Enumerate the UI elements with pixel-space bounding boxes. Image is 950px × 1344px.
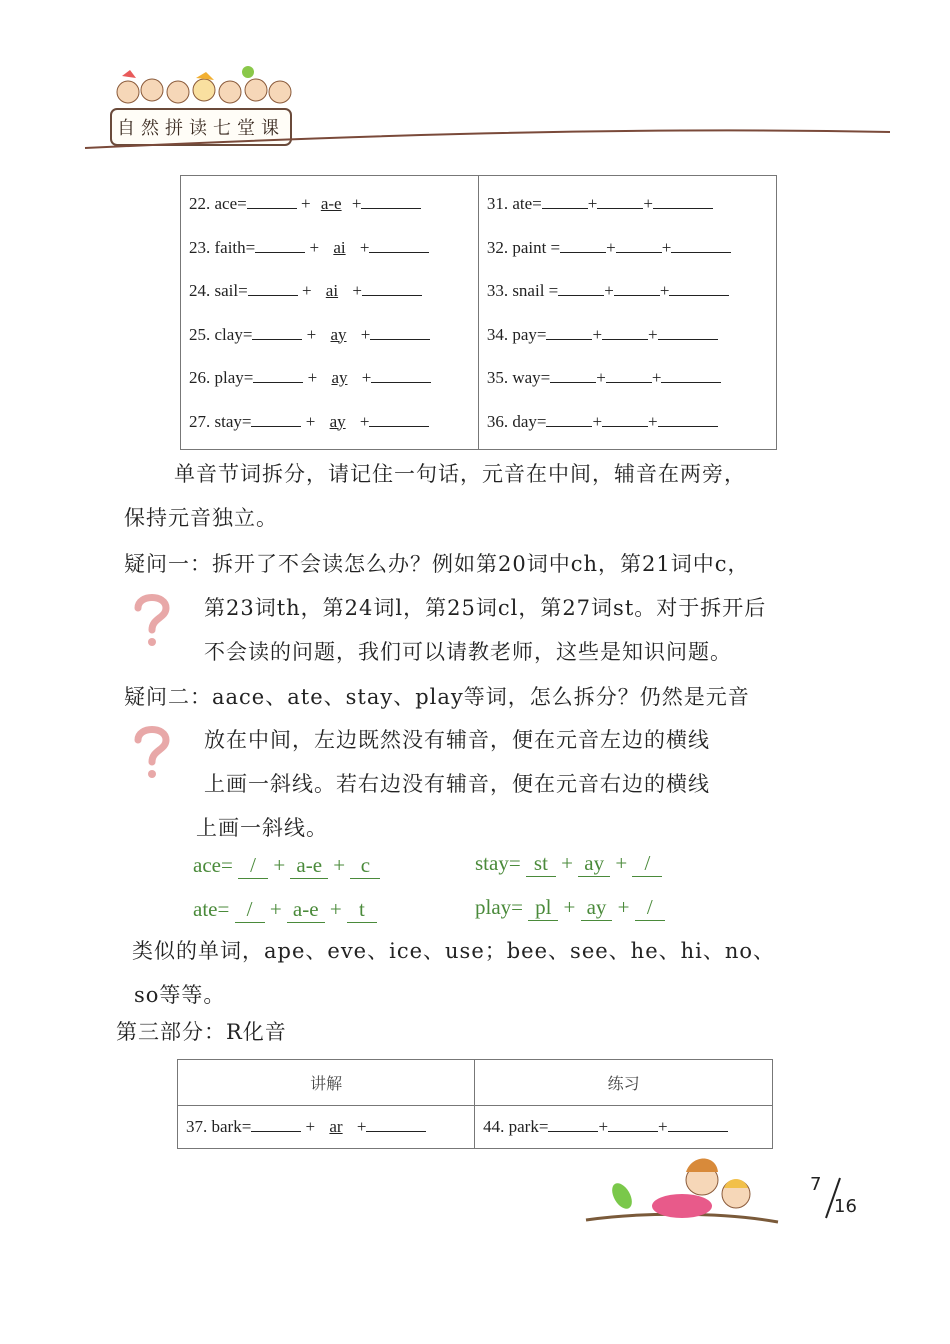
left-column: [181, 176, 479, 450]
footer-kids-illustration: [582, 1150, 782, 1230]
question-1-line-2: 第23词th，第24词l，第25词cl，第27词st。对于拆开后: [204, 596, 767, 620]
question-2-line-4: 上画一斜线。: [196, 816, 328, 840]
exercise-table-2: [177, 1059, 773, 1149]
table-row: 25. clay= + ay +: [189, 313, 478, 357]
logo-title: 自然拼读七堂课: [110, 108, 292, 146]
table-cell: 44. park= + +: [475, 1106, 773, 1149]
page-current: 7: [810, 1174, 822, 1195]
page-total: 16: [834, 1196, 857, 1217]
header-explanation: 讲解: [178, 1060, 475, 1106]
table-row: 26. play= + ay +: [189, 356, 478, 400]
table-row: 27. stay= + ay +: [189, 400, 478, 444]
question-mark-icon: [130, 722, 174, 782]
question-2-line-3: 上画一斜线。若右边没有辅音，便在元音右边的横线: [204, 772, 710, 796]
section-title-part3: 第三部分：R化音: [116, 1020, 287, 1044]
example-play: play= pl + ay + /: [475, 895, 665, 921]
rule-line-2: 保持元音独立。: [124, 506, 278, 530]
example-stay: stay= st + ay + /: [475, 851, 662, 877]
similar-words-line-2: so等等。: [134, 983, 226, 1007]
table-row: 35. way= + +: [487, 356, 776, 400]
question-1-line-1: 疑问一：拆开了不会读怎么办？例如第20词中ch，第21词中c，: [124, 552, 750, 576]
table-row: 33. snail = + +: [487, 269, 776, 313]
question-2-line-2: 放在中间，左边既然没有辅音，便在元音左边的横线: [204, 728, 710, 752]
table-row: 22. ace= + a-e +: [189, 182, 478, 226]
similar-words-line-1: 类似的单词，ape、eve、ice、use；bee、see、he、hi、no、: [132, 939, 776, 963]
example-ate: ate= / + a-e + t: [193, 897, 377, 923]
table-row: 36. day= + +: [487, 400, 776, 444]
header-divider: [0, 120, 950, 160]
exercise-table-1: [180, 175, 777, 450]
table-row: 31. ate= + +: [487, 182, 776, 226]
question-mark-icon: [130, 590, 174, 650]
question-1-line-3: 不会读的问题，我们可以请教老师，这些是知识问题。: [204, 640, 732, 664]
table-row: 24. sail= + ai +: [189, 269, 478, 313]
rule-line-1: 单音节词拆分，请记住一句话，元音在中间，辅音在两旁，: [174, 462, 746, 486]
page-number: [808, 1172, 868, 1222]
right-column: [478, 176, 776, 450]
table-row: 32. paint = + +: [487, 226, 776, 270]
kids-illustration: [108, 66, 298, 108]
table-row: 34. pay= + +: [487, 313, 776, 357]
table-row: 23. faith= + ai +: [189, 226, 478, 270]
example-ace: ace= / + a-e + c: [193, 853, 380, 879]
table-cell: 37. bark= + ar +: [178, 1106, 475, 1149]
header-practice: 练习: [475, 1060, 773, 1106]
question-2-line-1: 疑问二：aace、ate、stay、play等词，怎么拆分？仍然是元音: [124, 685, 750, 709]
